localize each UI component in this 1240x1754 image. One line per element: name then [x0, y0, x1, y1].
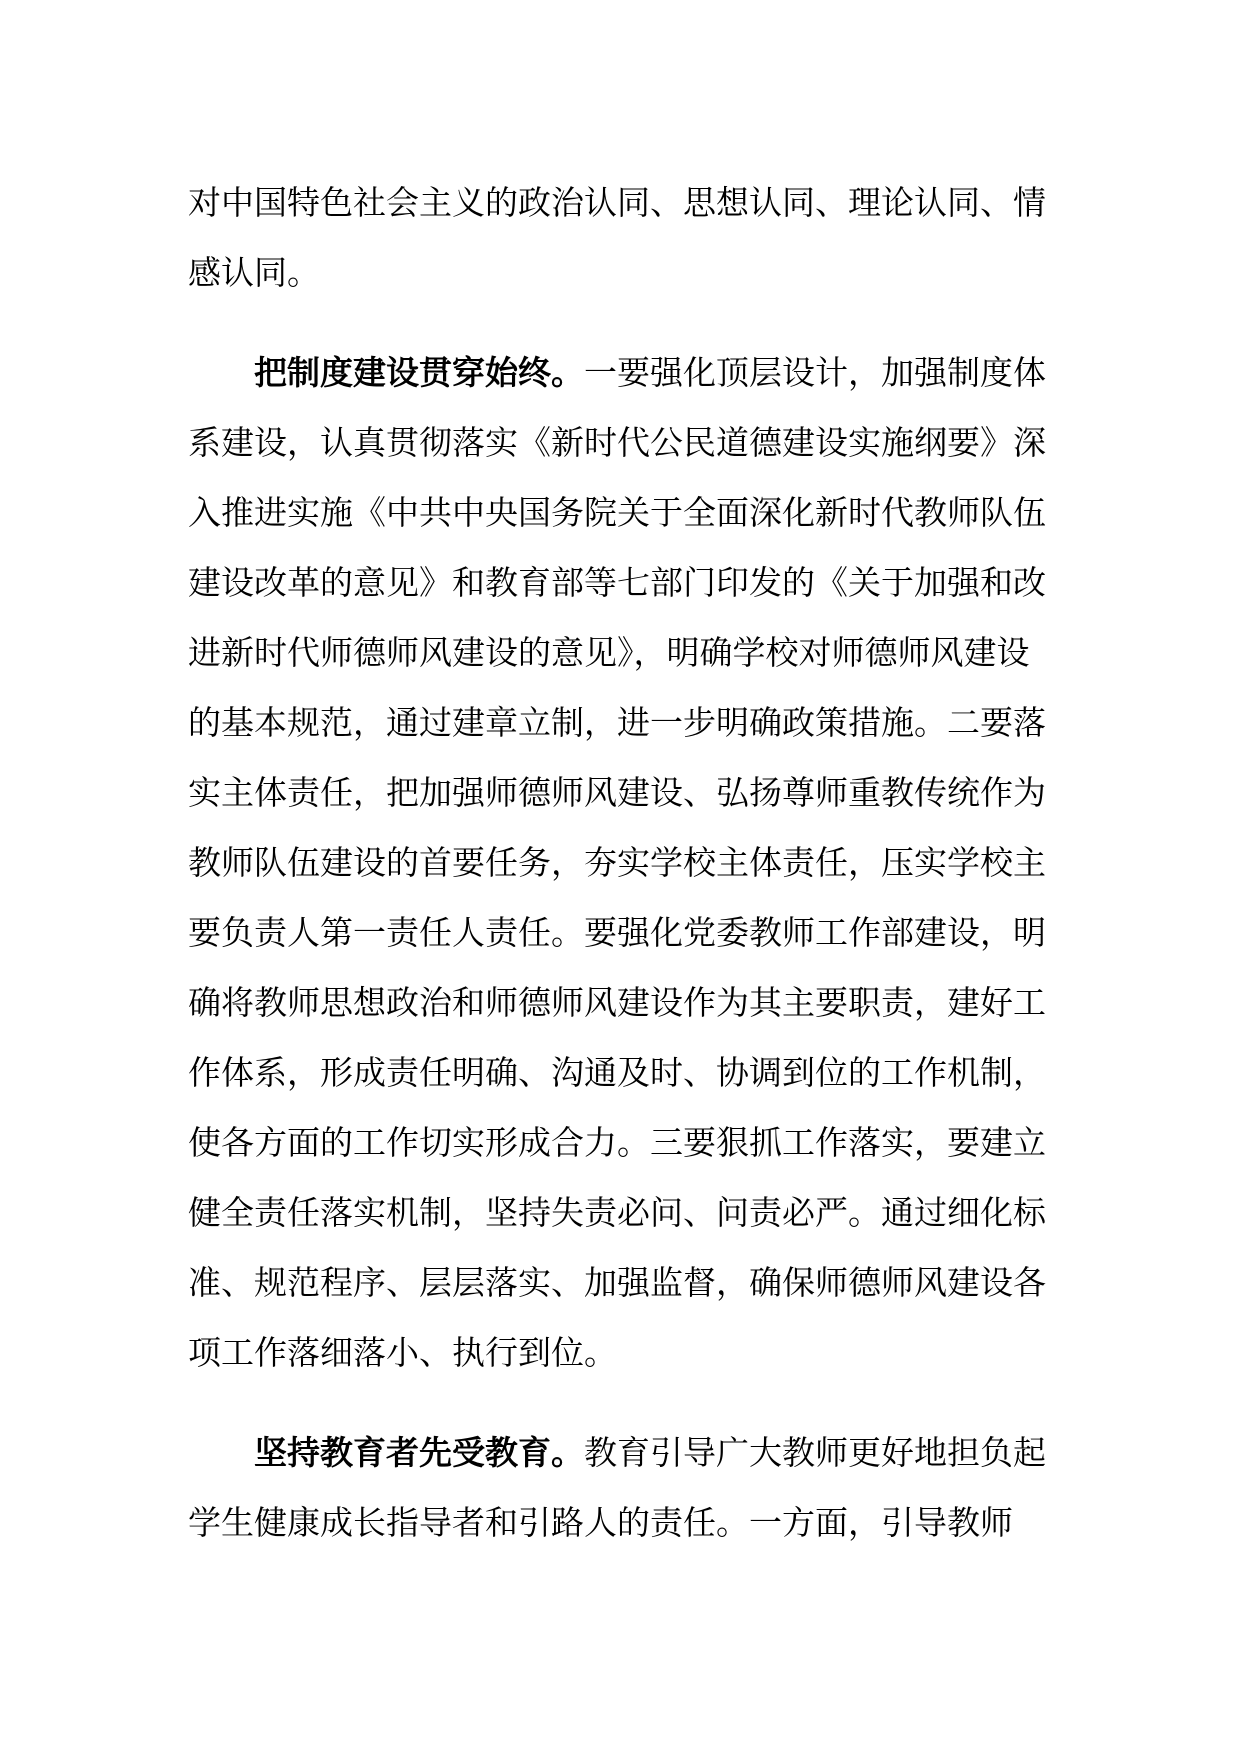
paragraph-gap: [188, 1388, 1058, 1418]
paragraph-system-building: [188, 338, 1058, 1388]
paragraph-2-text: 一要强化顶层设计，加强制度体系建设，认真贯彻落实《新时代公民道德建设实施纲要》深入推进实施《中共中央国务院关于全面深化新时代教师队伍建设改革的意见》和教育部等七部门印发的《关于加强和改进新时代师德师风建设的意见》，明确学校对师德师风建设的基本规范，通过建章立制，进一步明确政策措施。二要落实主体责任，把加强师德师风建设、弘扬尊师重教传统作为教师队伍建设的首要任务，夯实学校主体责任，压实学校主要负责人第一责任人责任。要强化党委教师工作部建设，明确将教师思想政治和师德师风建设作为其主要职责，建好工作体系，形成责任明确、沟通及时、协调到位的工作机制，使各方面的工作切实形成合力。三要狠抓工作落实，要建立健全责任落实机制，坚持失责必问、问责必严。通过细化标准、规范程序、层层落实、加强监督，确保师德师风建设各项工作落细落小、执行到位。: [188, 353, 1046, 1372]
paragraph-educators-first: [188, 1418, 1058, 1558]
paragraph-continuation: [188, 168, 1058, 308]
paragraph-gap: [188, 308, 1058, 338]
document-body: [188, 168, 1058, 1558]
paragraph-2-heading: 把制度建设贯穿始终。: [254, 353, 584, 392]
paragraph-1-text: 对中国特色社会主义的政治认同、思想认同、理论认同、情感认同。: [188, 183, 1046, 292]
paragraph-3-heading: 坚持教育者先受教育。: [254, 1433, 584, 1472]
paragraph-3-text: 教育引导广大教师更好地担负起学生健康成长指导者和引路人的责任。一方面，引导教师: [188, 1433, 1046, 1542]
